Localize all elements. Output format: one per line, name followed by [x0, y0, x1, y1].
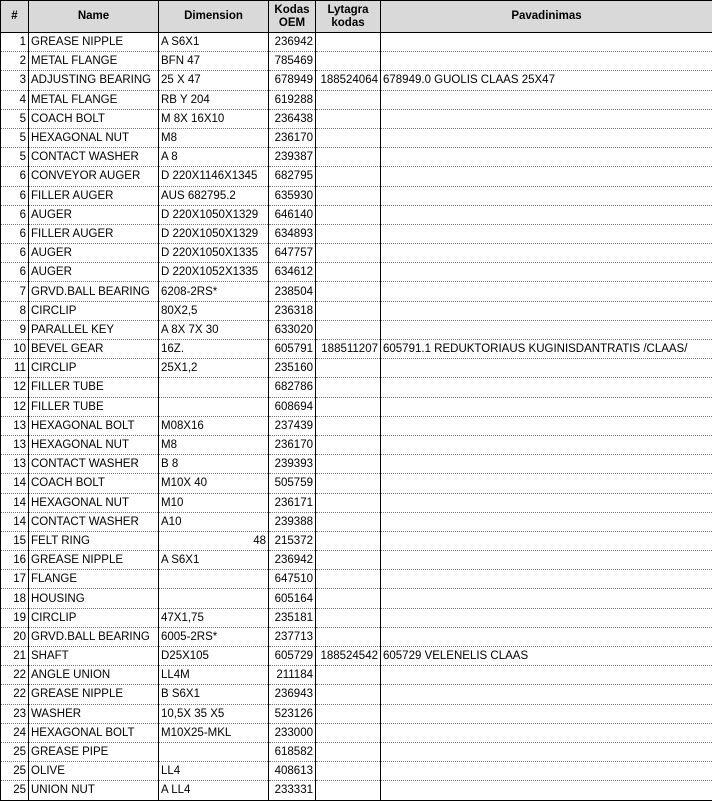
cell-name: PARALLEL KEY — [29, 320, 159, 339]
cell-pavadinimas — [381, 378, 712, 397]
cell-num: 3 — [1, 71, 29, 90]
cell-kodas-oem: 233331 — [269, 781, 316, 800]
table-row — [1, 435, 712, 454]
cell-dimension: A S6X1 — [159, 33, 269, 52]
cell-name: CIRCLIP — [29, 359, 159, 378]
cell-dimension: D 220X1050X1335 — [159, 244, 269, 263]
cell-name: FILLER TUBE — [29, 378, 159, 397]
table-row — [1, 301, 712, 320]
cell-lytagra-kodas — [316, 301, 381, 320]
table-row — [1, 570, 712, 589]
cell-pavadinimas — [381, 551, 712, 570]
cell-num: 4 — [1, 90, 29, 109]
cell-num: 17 — [1, 570, 29, 589]
cell-dimension: 16Z. — [159, 340, 269, 359]
table-row — [1, 551, 712, 570]
cell-name: ADJUSTING BEARING — [29, 71, 159, 90]
cell-name: CONTACT WASHER — [29, 455, 159, 474]
table-row — [1, 723, 712, 742]
table-row — [1, 128, 712, 147]
cell-num: 25 — [1, 762, 29, 781]
cell-name: OLIVE — [29, 762, 159, 781]
table-row — [1, 205, 712, 224]
cell-kodas-oem: 236171 — [269, 493, 316, 512]
cell-num: 14 — [1, 474, 29, 493]
table-row — [1, 378, 712, 397]
cell-lytagra-kodas — [316, 589, 381, 608]
cell-dimension: D 220X1146X1345 — [159, 167, 269, 186]
cell-dimension: A 8 — [159, 148, 269, 167]
cell-kodas-oem: 408613 — [269, 762, 316, 781]
cell-pavadinimas — [381, 742, 712, 761]
header-kodas-oem-line1: Kodas — [274, 4, 309, 16]
cell-num: 14 — [1, 512, 29, 531]
table-row — [1, 282, 712, 301]
cell-pavadinimas — [381, 52, 712, 71]
table-row — [1, 474, 712, 493]
cell-num: 25 — [1, 742, 29, 761]
cell-pavadinimas — [381, 397, 712, 416]
cell-lytagra-kodas — [316, 704, 381, 723]
table-row — [1, 416, 712, 435]
table-row — [1, 455, 712, 474]
cell-name: GREASE PIPE — [29, 742, 159, 761]
cell-num: 5 — [1, 148, 29, 167]
table-row — [1, 148, 712, 167]
table-row — [1, 685, 712, 704]
cell-lytagra-kodas — [316, 493, 381, 512]
cell-kodas-oem: 785469 — [269, 52, 316, 71]
cell-lytagra-kodas — [316, 282, 381, 301]
cell-dimension: D25X105 — [159, 647, 269, 666]
table-row — [1, 647, 712, 666]
table-row — [1, 224, 712, 243]
cell-kodas-oem: 608694 — [269, 397, 316, 416]
cell-lytagra-kodas — [316, 378, 381, 397]
cell-pavadinimas — [381, 512, 712, 531]
cell-pavadinimas — [381, 320, 712, 339]
cell-lytagra-kodas — [316, 474, 381, 493]
cell-num: 10 — [1, 340, 29, 359]
cell-num: 22 — [1, 685, 29, 704]
cell-lytagra-kodas — [316, 551, 381, 570]
cell-pavadinimas — [381, 224, 712, 243]
cell-pavadinimas — [381, 589, 712, 608]
cell-dimension: BFN 47 — [159, 52, 269, 71]
table-row — [1, 340, 712, 359]
cell-dimension: 25X1,2 — [159, 359, 269, 378]
header-kodas-oem — [269, 1, 316, 33]
cell-dimension: M10X 40 — [159, 474, 269, 493]
cell-dimension: M10 — [159, 493, 269, 512]
cell-lytagra-kodas — [316, 128, 381, 147]
cell-lytagra-kodas — [316, 263, 381, 282]
cell-lytagra-kodas: 188524064 — [316, 71, 381, 90]
cell-num: 7 — [1, 282, 29, 301]
cell-dimension: 47X1,75 — [159, 608, 269, 627]
cell-lytagra-kodas — [316, 742, 381, 761]
cell-name: GREASE NIPPLE — [29, 33, 159, 52]
cell-num: 6 — [1, 186, 29, 205]
cell-num: 6 — [1, 167, 29, 186]
cell-kodas-oem: 238504 — [269, 282, 316, 301]
cell-dimension: M8 — [159, 128, 269, 147]
header-num: # — [1, 1, 29, 33]
cell-pavadinimas — [381, 148, 712, 167]
cell-num: 23 — [1, 704, 29, 723]
cell-pavadinimas — [381, 282, 712, 301]
cell-kodas-oem: 237713 — [269, 627, 316, 646]
table-row — [1, 589, 712, 608]
cell-pavadinimas — [381, 301, 712, 320]
cell-kodas-oem: 215372 — [269, 531, 316, 550]
cell-pavadinimas — [381, 244, 712, 263]
cell-name: CONVEYOR AUGER — [29, 167, 159, 186]
header-lytagra-line1: Lytagra — [327, 4, 368, 16]
cell-kodas-oem: 647757 — [269, 244, 316, 263]
cell-kodas-oem: 239388 — [269, 512, 316, 531]
cell-kodas-oem: 237439 — [269, 416, 316, 435]
header-row — [1, 1, 712, 33]
cell-kodas-oem: 618582 — [269, 742, 316, 761]
cell-name: BEVEL GEAR — [29, 340, 159, 359]
cell-name: ANGLE UNION — [29, 666, 159, 685]
cell-pavadinimas — [381, 186, 712, 205]
cell-num: 16 — [1, 551, 29, 570]
cell-dimension — [159, 397, 269, 416]
cell-lytagra-kodas — [316, 90, 381, 109]
cell-lytagra-kodas — [316, 455, 381, 474]
cell-lytagra-kodas — [316, 205, 381, 224]
table-row — [1, 186, 712, 205]
cell-dimension: 6005-2RS* — [159, 627, 269, 646]
cell-name: HEXAGONAL BOLT — [29, 416, 159, 435]
cell-pavadinimas — [381, 167, 712, 186]
cell-num: 24 — [1, 723, 29, 742]
cell-num: 9 — [1, 320, 29, 339]
cell-kodas-oem: 635930 — [269, 186, 316, 205]
cell-pavadinimas — [381, 359, 712, 378]
cell-num: 6 — [1, 244, 29, 263]
cell-kodas-oem: 236170 — [269, 435, 316, 454]
cell-lytagra-kodas: 188511207 — [316, 340, 381, 359]
cell-dimension: 80X2,5 — [159, 301, 269, 320]
cell-name: GREASE NIPPLE — [29, 551, 159, 570]
header-dimension: Dimension — [159, 1, 269, 33]
cell-lytagra-kodas — [316, 570, 381, 589]
cell-dimension — [159, 378, 269, 397]
table-row — [1, 781, 712, 800]
table-row — [1, 397, 712, 416]
cell-num: 11 — [1, 359, 29, 378]
cell-kodas-oem: 678949 — [269, 71, 316, 90]
cell-name: AUGER — [29, 205, 159, 224]
cell-pavadinimas — [381, 128, 712, 147]
cell-lytagra-kodas — [316, 723, 381, 742]
cell-pavadinimas — [381, 570, 712, 589]
cell-dimension: 10,5X 35 X5 — [159, 704, 269, 723]
cell-pavadinimas — [381, 33, 712, 52]
cell-dimension: 6208-2RS* — [159, 282, 269, 301]
cell-lytagra-kodas — [316, 512, 381, 531]
cell-name: FILLER AUGER — [29, 186, 159, 205]
cell-dimension: D 220X1050X1329 — [159, 205, 269, 224]
cell-name: CONTACT WASHER — [29, 512, 159, 531]
cell-pavadinimas — [381, 109, 712, 128]
cell-num: 5 — [1, 128, 29, 147]
cell-name: GRVD.BALL BEARING — [29, 627, 159, 646]
cell-lytagra-kodas — [316, 359, 381, 378]
table-row — [1, 33, 712, 52]
table-row — [1, 742, 712, 761]
cell-pavadinimas — [381, 493, 712, 512]
cell-name: GRVD.BALL BEARING — [29, 282, 159, 301]
cell-kodas-oem: 236943 — [269, 685, 316, 704]
table-row — [1, 320, 712, 339]
cell-kodas-oem: 605164 — [269, 589, 316, 608]
cell-pavadinimas — [381, 762, 712, 781]
cell-lytagra-kodas — [316, 186, 381, 205]
cell-kodas-oem: 619288 — [269, 90, 316, 109]
cell-kodas-oem: 236318 — [269, 301, 316, 320]
header-lytagra-line2: kodas — [331, 17, 364, 29]
cell-num: 6 — [1, 263, 29, 282]
table-row — [1, 263, 712, 282]
cell-pavadinimas — [381, 723, 712, 742]
cell-kodas-oem: 239387 — [269, 148, 316, 167]
cell-dimension: D 220X1050X1329 — [159, 224, 269, 243]
cell-name: CONTACT WASHER — [29, 148, 159, 167]
cell-kodas-oem: 239393 — [269, 455, 316, 474]
cell-dimension: B 8 — [159, 455, 269, 474]
cell-name: SHAFT — [29, 647, 159, 666]
cell-kodas-oem: 634893 — [269, 224, 316, 243]
cell-dimension: A 8X 7X 30 — [159, 320, 269, 339]
cell-num: 25 — [1, 781, 29, 800]
cell-kodas-oem: 682795 — [269, 167, 316, 186]
cell-num: 2 — [1, 52, 29, 71]
cell-pavadinimas — [381, 666, 712, 685]
cell-lytagra-kodas — [316, 224, 381, 243]
cell-pavadinimas — [381, 531, 712, 550]
cell-kodas-oem: 233000 — [269, 723, 316, 742]
cell-dimension: A LL4 — [159, 781, 269, 800]
cell-name: COACH BOLT — [29, 109, 159, 128]
cell-lytagra-kodas — [316, 148, 381, 167]
cell-lytagra-kodas — [316, 531, 381, 550]
cell-lytagra-kodas — [316, 52, 381, 71]
cell-kodas-oem: 236170 — [269, 128, 316, 147]
cell-pavadinimas — [381, 435, 712, 454]
cell-lytagra-kodas — [316, 33, 381, 52]
cell-lytagra-kodas — [316, 685, 381, 704]
cell-name: METAL FLANGE — [29, 52, 159, 71]
cell-kodas-oem: 682786 — [269, 378, 316, 397]
header-kodas-oem-line2: OEM — [279, 17, 305, 29]
cell-lytagra-kodas — [316, 781, 381, 800]
cell-num: 21 — [1, 647, 29, 666]
cell-lytagra-kodas — [316, 109, 381, 128]
cell-kodas-oem: 235160 — [269, 359, 316, 378]
cell-kodas-oem: 605729 — [269, 647, 316, 666]
table-row — [1, 244, 712, 263]
cell-name: HEXAGONAL NUT — [29, 493, 159, 512]
cell-name: FILLER AUGER — [29, 224, 159, 243]
table-row — [1, 90, 712, 109]
table-row — [1, 71, 712, 90]
cell-lytagra-kodas — [316, 416, 381, 435]
cell-dimension: A S6X1 — [159, 551, 269, 570]
cell-num: 19 — [1, 608, 29, 627]
cell-pavadinimas — [381, 685, 712, 704]
cell-num: 15 — [1, 531, 29, 550]
cell-name: CIRCLIP — [29, 608, 159, 627]
cell-num: 6 — [1, 224, 29, 243]
table-row — [1, 531, 712, 550]
cell-num: 13 — [1, 416, 29, 435]
cell-num: 1 — [1, 33, 29, 52]
table-row — [1, 512, 712, 531]
cell-kodas-oem: 505759 — [269, 474, 316, 493]
cell-pavadinimas — [381, 205, 712, 224]
cell-pavadinimas — [381, 455, 712, 474]
cell-num: 12 — [1, 397, 29, 416]
cell-num: 18 — [1, 589, 29, 608]
table-row — [1, 608, 712, 627]
table-row — [1, 359, 712, 378]
table-row — [1, 109, 712, 128]
table-body — [1, 33, 712, 801]
table-row — [1, 493, 712, 512]
cell-kodas-oem: 634612 — [269, 263, 316, 282]
cell-pavadinimas — [381, 627, 712, 646]
cell-lytagra-kodas — [316, 244, 381, 263]
cell-lytagra-kodas — [316, 167, 381, 186]
cell-dimension — [159, 742, 269, 761]
cell-num: 12 — [1, 378, 29, 397]
cell-pavadinimas — [381, 90, 712, 109]
cell-name: FELT RING — [29, 531, 159, 550]
cell-lytagra-kodas: 188524542 — [316, 647, 381, 666]
table-row — [1, 52, 712, 71]
cell-dimension: M10X25-MKL — [159, 723, 269, 742]
cell-dimension: AUS 682795.2 — [159, 186, 269, 205]
cell-kodas-oem: 633020 — [269, 320, 316, 339]
cell-num: 5 — [1, 109, 29, 128]
cell-dimension: 25 X 47 — [159, 71, 269, 90]
header-name: Name — [29, 1, 159, 33]
table-row — [1, 704, 712, 723]
cell-kodas-oem: 646140 — [269, 205, 316, 224]
cell-num: 13 — [1, 435, 29, 454]
table-row — [1, 627, 712, 646]
cell-num: 6 — [1, 205, 29, 224]
cell-pavadinimas: 605729 VELENELIS CLAAS — [381, 647, 712, 666]
cell-pavadinimas — [381, 704, 712, 723]
cell-kodas-oem: 236942 — [269, 33, 316, 52]
table-row — [1, 666, 712, 685]
cell-kodas-oem: 647510 — [269, 570, 316, 589]
cell-lytagra-kodas — [316, 397, 381, 416]
cell-name: GREASE NIPPLE — [29, 685, 159, 704]
cell-kodas-oem: 235181 — [269, 608, 316, 627]
cell-dimension — [159, 589, 269, 608]
cell-dimension: M08X16 — [159, 416, 269, 435]
cell-kodas-oem: 236438 — [269, 109, 316, 128]
cell-lytagra-kodas — [316, 627, 381, 646]
cell-name: WASHER — [29, 704, 159, 723]
table-row — [1, 762, 712, 781]
cell-dimension — [159, 570, 269, 589]
cell-pavadinimas: 678949.0 GUOLIS CLAAS 25X47 — [381, 71, 712, 90]
cell-lytagra-kodas — [316, 435, 381, 454]
cell-dimension: RB Y 204 — [159, 90, 269, 109]
cell-name: HEXAGONAL NUT — [29, 435, 159, 454]
cell-kodas-oem: 523126 — [269, 704, 316, 723]
cell-pavadinimas — [381, 474, 712, 493]
cell-num: 14 — [1, 493, 29, 512]
cell-kodas-oem: 211184 — [269, 666, 316, 685]
cell-kodas-oem: 605791 — [269, 340, 316, 359]
cell-lytagra-kodas — [316, 762, 381, 781]
cell-name: FLANGE — [29, 570, 159, 589]
cell-num: 13 — [1, 455, 29, 474]
cell-name: HOUSING — [29, 589, 159, 608]
cell-dimension: D 220X1052X1335 — [159, 263, 269, 282]
cell-name: UNION NUT — [29, 781, 159, 800]
cell-num: 8 — [1, 301, 29, 320]
table-row — [1, 167, 712, 186]
cell-dimension: LL4M — [159, 666, 269, 685]
cell-num: 20 — [1, 627, 29, 646]
cell-dimension: LL4 — [159, 762, 269, 781]
cell-pavadinimas — [381, 781, 712, 800]
cell-name: METAL FLANGE — [29, 90, 159, 109]
cell-kodas-oem: 236942 — [269, 551, 316, 570]
cell-name: COACH BOLT — [29, 474, 159, 493]
cell-lytagra-kodas — [316, 666, 381, 685]
cell-pavadinimas — [381, 416, 712, 435]
cell-name: HEXAGONAL NUT — [29, 128, 159, 147]
cell-pavadinimas — [381, 608, 712, 627]
cell-lytagra-kodas — [316, 320, 381, 339]
cell-name: FILLER TUBE — [29, 397, 159, 416]
header-lytagra-kodas — [316, 1, 381, 33]
cell-pavadinimas — [381, 263, 712, 282]
cell-name: AUGER — [29, 263, 159, 282]
cell-lytagra-kodas — [316, 608, 381, 627]
cell-dimension: M8 — [159, 435, 269, 454]
header-pavadinimas: Pavadinimas — [381, 1, 712, 33]
cell-dimension: M 8X 16X10 — [159, 109, 269, 128]
cell-num: 22 — [1, 666, 29, 685]
cell-dimension: A10 — [159, 512, 269, 531]
cell-name: AUGER — [29, 244, 159, 263]
cell-pavadinimas: 605791.1 REDUKTORIAUS KUGINISDANTRATIS /CLAAS/ — [381, 340, 712, 359]
cell-name: CIRCLIP — [29, 301, 159, 320]
cell-name: HEXAGONAL BOLT — [29, 723, 159, 742]
cell-dimension: 48 — [159, 531, 269, 550]
cell-dimension: B S6X1 — [159, 685, 269, 704]
